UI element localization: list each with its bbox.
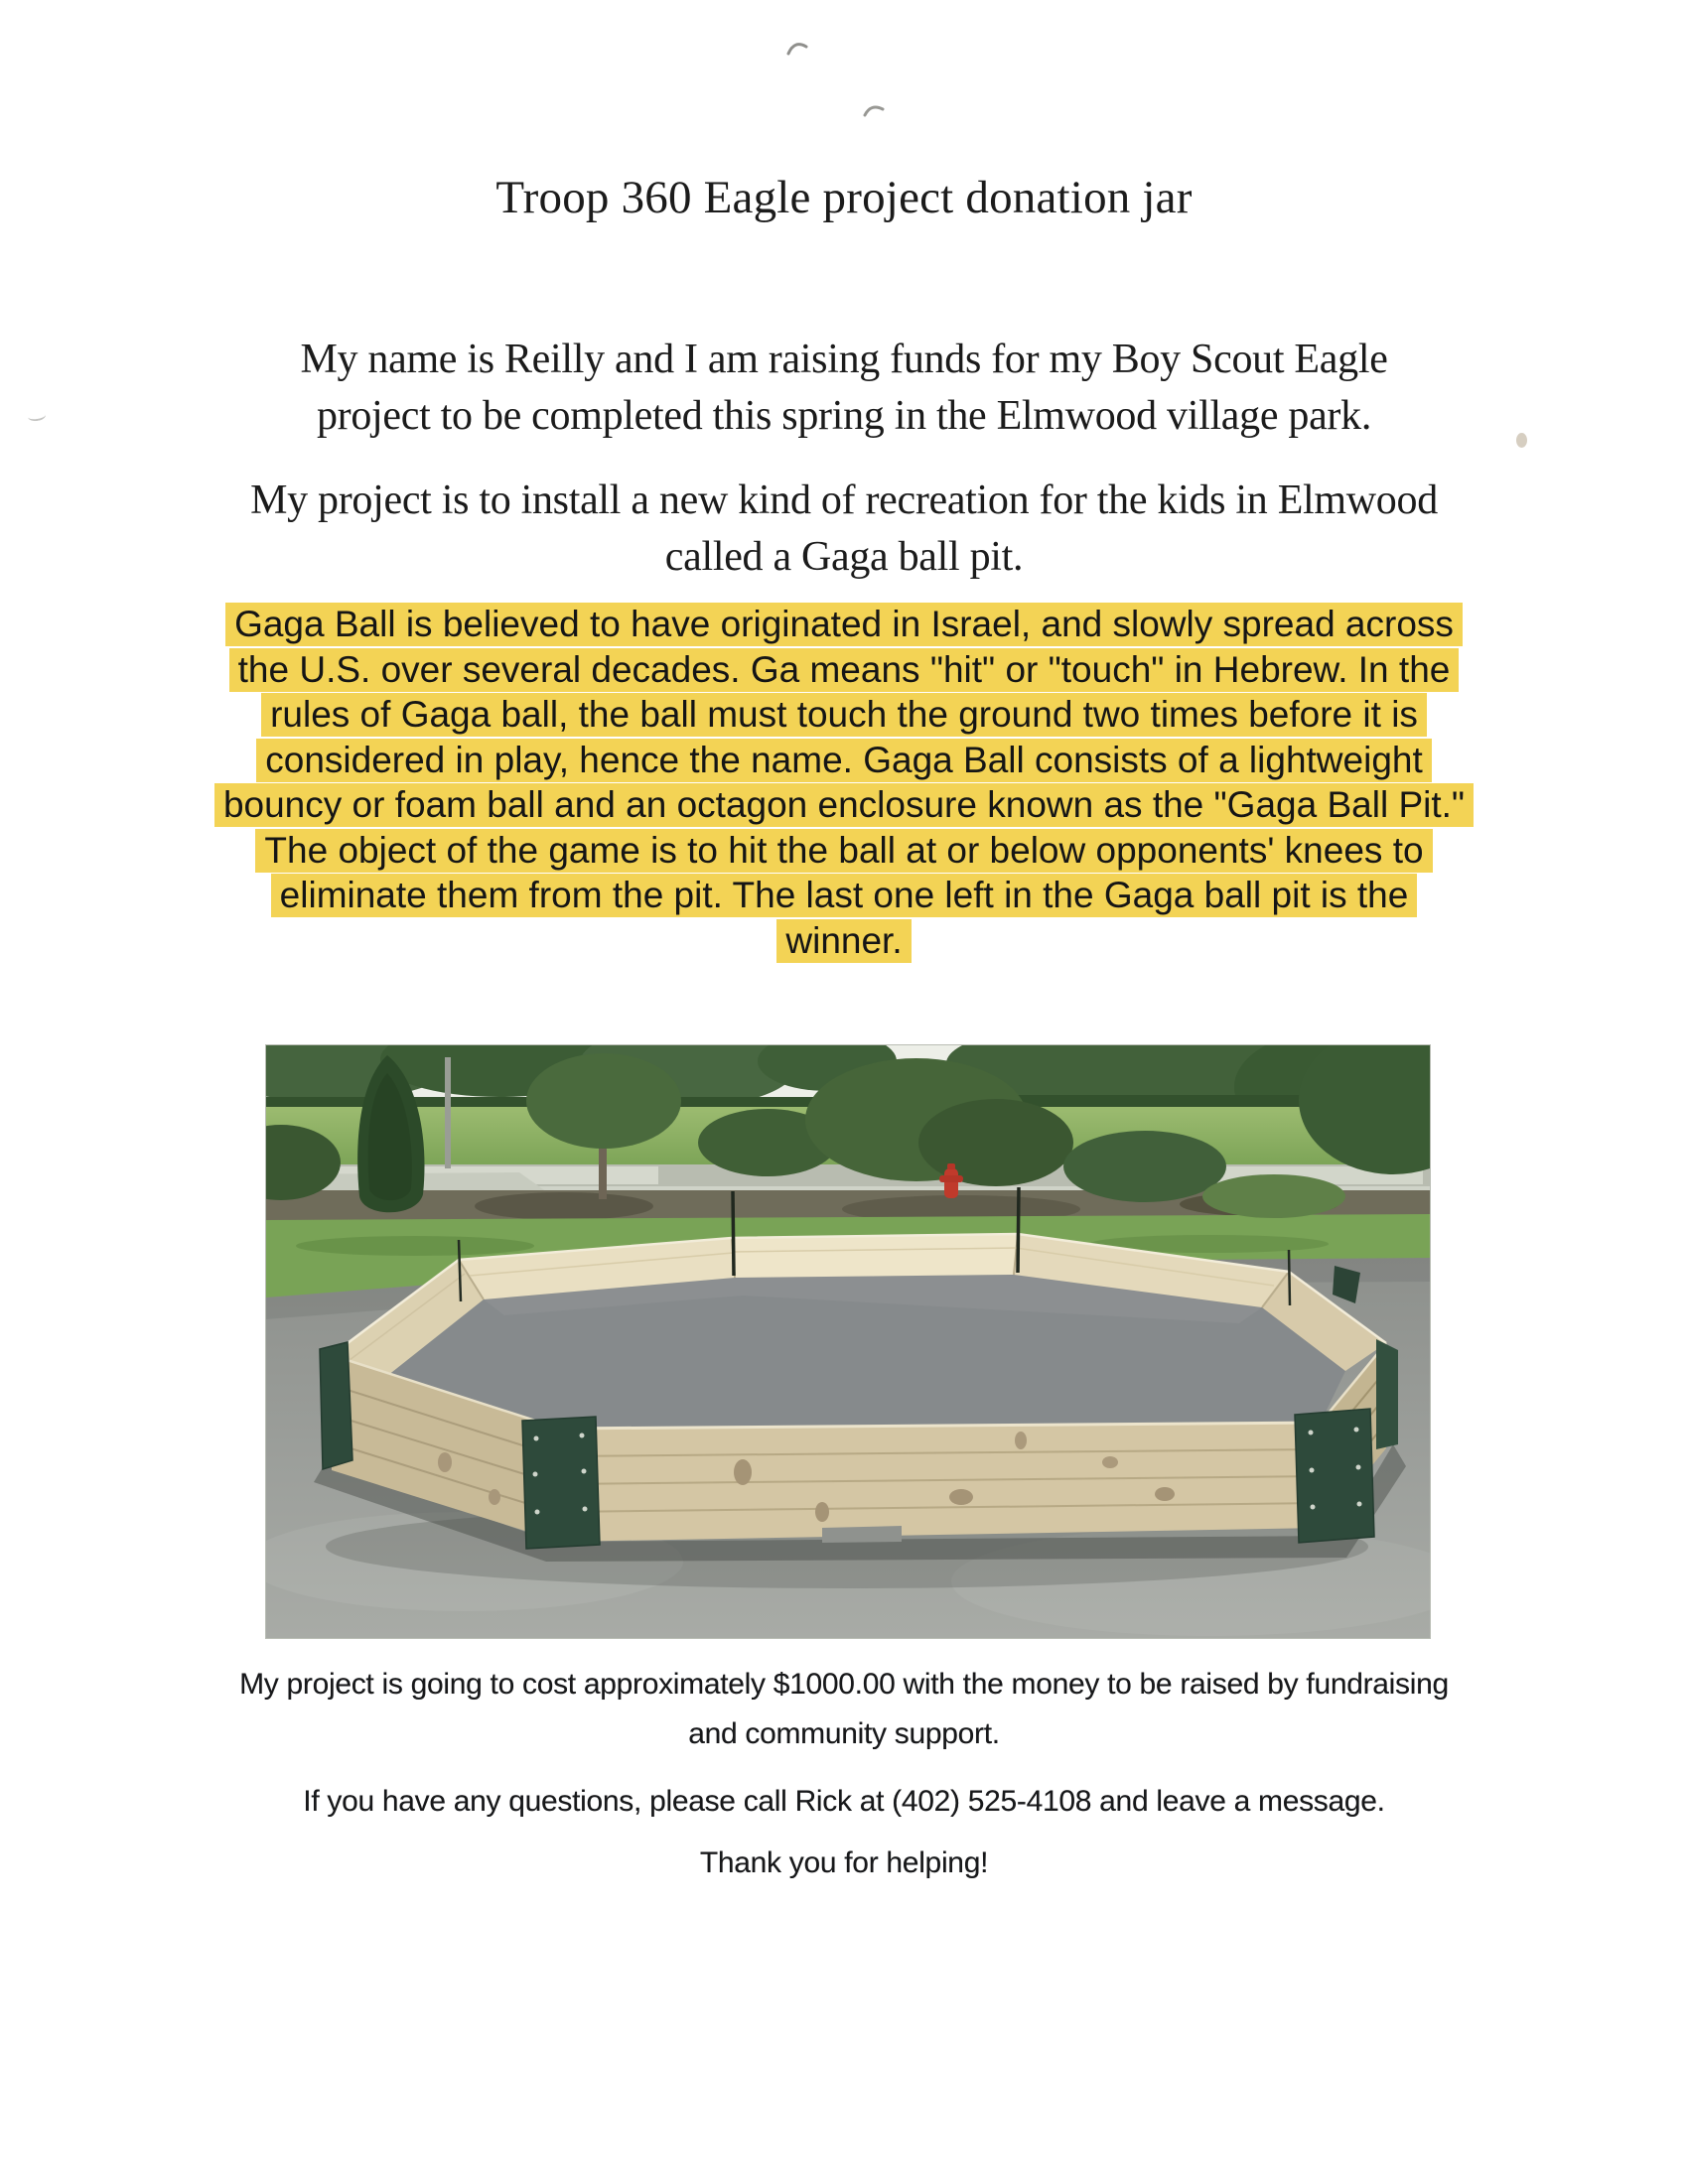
scan-artifact-curl-2 [862, 101, 888, 121]
page-title: Troop 360 Eagle project donation jar [495, 172, 1193, 223]
front-left-post [522, 1417, 600, 1549]
highlight-line: the U.S. over several decades. Ga means "hit" or "touch" in Hebrew. In the [229, 648, 1460, 692]
highlighted-description [0, 602, 1688, 963]
thanks-line: Thank you for helping! [699, 1846, 989, 1879]
intro-paragraph [0, 332, 1688, 445]
highlight-line: The object of the game is to hit the ball at or below opponents' knees to [255, 829, 1432, 873]
intro-line: project to be completed this spring in the Elmwood village park. [316, 393, 1372, 439]
highlight-line: considered in play, hence the name. Gaga Ball consists of a lightweight [256, 739, 1432, 782]
intro-line: My name is Reilly and I am raising funds for my Boy Scout Eagle [300, 337, 1388, 382]
front-right-post [1295, 1409, 1374, 1543]
highlight-line: rules of Gaga ball, the ball must touch the ground two times before it is [261, 693, 1427, 737]
project-line: My project is to install a new kind of recreation for the kids in Elmwood [250, 478, 1438, 523]
utility-pole [445, 1057, 451, 1168]
highlight-line: bouncy or foam ball and an octagon enclosure known as the "Gaga Ball Pit." [214, 783, 1474, 827]
highlight-line: Gaga Ball is believed to have originated in Israel, and slowly spread across [225, 603, 1463, 646]
project-paragraph [0, 473, 1688, 586]
cost-line: and community support. [688, 1717, 1000, 1750]
bush [1063, 1131, 1226, 1202]
cost-paragraph [0, 1660, 1688, 1759]
cost-line: My project is going to cost approximately $1000.00 with the money to be raised by fundraising [239, 1668, 1449, 1701]
gaga-ball-pit-photo [266, 1045, 1430, 1638]
highlight-line: winner. [776, 919, 911, 963]
project-line: called a Gaga ball pit. [664, 534, 1024, 580]
highlight-line: eliminate them from the pit. The last one left in the Gaga ball pit is the [271, 874, 1418, 917]
tall-grasses [1202, 1174, 1345, 1218]
contact-line: If you have any questions, please call Rick at (402) 525-4108 and leave a message. [303, 1785, 1385, 1818]
scan-artifact-curl-1 [784, 38, 812, 60]
